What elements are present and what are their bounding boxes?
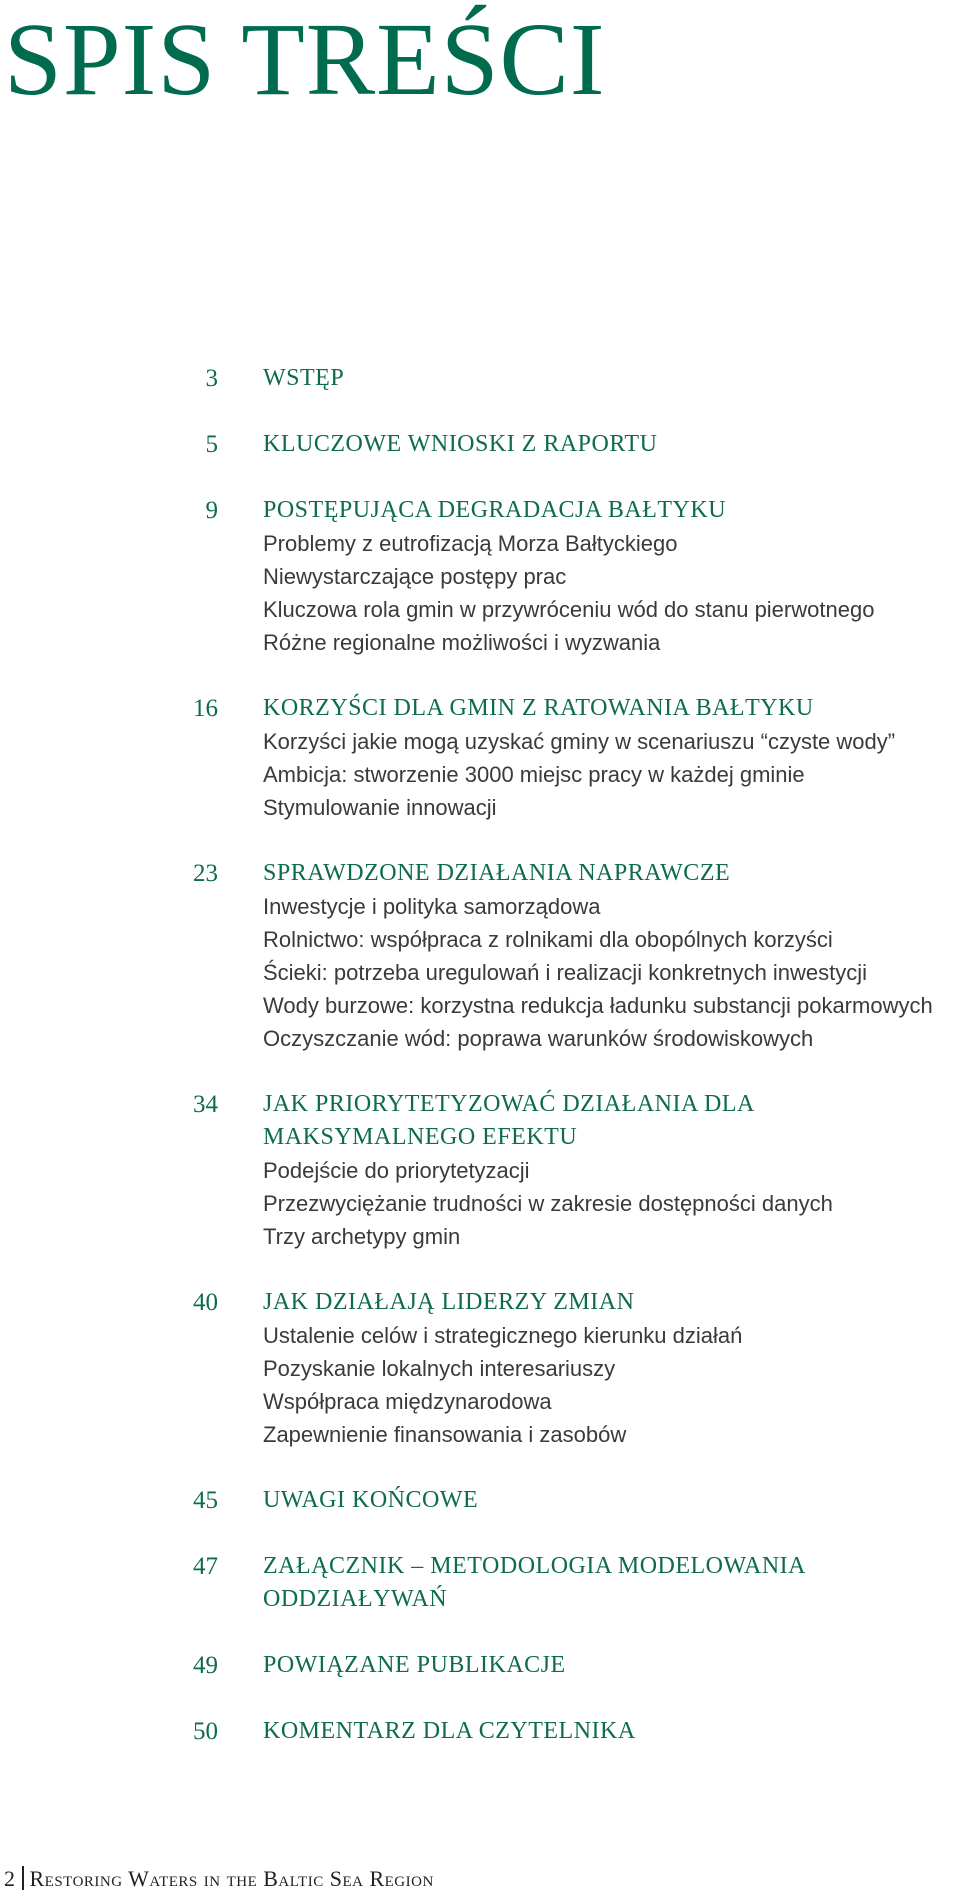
toc-heading[interactable]: UWAGI KOŃCOWE xyxy=(263,1487,479,1513)
toc-page-number: 47 xyxy=(193,1553,218,1580)
toc-subitem[interactable]: Ambicja: stworzenie 3000 miejsc pracy w każdej gminie xyxy=(263,762,805,787)
toc-heading[interactable]: KORZYŚCI DLA GMIN Z RATOWANIA BAŁTYKU xyxy=(263,695,814,721)
toc-section xyxy=(0,1484,960,1517)
footer-divider xyxy=(22,1866,24,1890)
toc-subitem[interactable]: Wody burzowe: korzystna redukcja ładunku substancji pokarmowych xyxy=(263,993,933,1018)
footer-page-number: 2 xyxy=(4,1866,16,1891)
toc-page-number: 49 xyxy=(193,1652,218,1679)
toc-section-content xyxy=(263,362,953,395)
toc-subitem[interactable]: Oczyszczanie wód: poprawa warunków środowiskowych xyxy=(263,1026,814,1051)
toc-page-number: 5 xyxy=(205,431,218,458)
toc-subitem[interactable]: Przezwyciężanie trudności w zakresie dostępności danych xyxy=(263,1191,833,1216)
toc-heading[interactable]: WSTĘP xyxy=(263,365,345,391)
toc-subitem[interactable]: Korzyści jakie mogą uzyskać gminy w scenariuszu “czyste wody” xyxy=(263,729,896,754)
toc-subitem[interactable]: Współpraca międzynarodowa xyxy=(263,1389,552,1414)
toc-section xyxy=(0,857,960,1055)
toc-page-number: 50 xyxy=(193,1718,218,1745)
toc-heading[interactable]: ZAŁĄCZNIK – METODOLOGIA MODELOWANIA ODDZIAŁYWAŃ xyxy=(263,1553,805,1612)
toc-page-number: 9 xyxy=(205,497,218,524)
toc-section xyxy=(0,692,960,824)
toc-section-content xyxy=(263,1649,953,1682)
toc-subitem[interactable]: Pozyskanie lokalnych interesariuszy xyxy=(263,1356,616,1381)
toc-section-content xyxy=(263,1550,953,1616)
toc-page-number: 45 xyxy=(193,1487,218,1514)
toc-subitem[interactable]: Ścieki: potrzeba uregulowań i realizacji konkretnych inwestycji xyxy=(263,960,868,985)
toc-section xyxy=(0,1088,960,1253)
toc-page-number: 23 xyxy=(193,860,218,887)
toc-subitem[interactable]: Trzy archetypy gmin xyxy=(263,1224,461,1249)
toc-heading[interactable]: POWIĄZANE PUBLIKACJE xyxy=(263,1652,566,1678)
toc-section-content xyxy=(263,1286,953,1451)
toc-heading[interactable]: JAK DZIAŁAJĄ LIDERZY ZMIAN xyxy=(263,1289,635,1315)
toc-subitem[interactable]: Różne regionalne możliwości i wyzwania xyxy=(263,630,661,655)
page-title: SPIS TREŚCI xyxy=(4,2,606,117)
toc-heading[interactable]: POSTĘPUJĄCA DEGRADACJA BAŁTYKU xyxy=(263,497,727,523)
toc-section xyxy=(0,494,960,659)
toc-subitem[interactable]: Stymulowanie innowacji xyxy=(263,795,497,820)
toc-section-content xyxy=(263,428,953,461)
toc-section xyxy=(0,428,960,461)
toc-heading[interactable]: KOMENTARZ DLA CZYTELNIKA xyxy=(263,1718,636,1744)
toc-subitem[interactable]: Zapewnienie finansowania i zasobów xyxy=(263,1422,627,1447)
toc-section-content xyxy=(263,1715,953,1748)
toc-subitem[interactable]: Niewystarczające postępy prac xyxy=(263,564,567,589)
toc-subitem[interactable]: Podejście do priorytetyzacji xyxy=(263,1158,530,1183)
toc-subitem[interactable]: Inwestycje i polityka samorządowa xyxy=(263,894,601,919)
toc-subitem[interactable]: Problemy z eutrofizacją Morza Bałtyckiego xyxy=(263,531,678,556)
toc-section xyxy=(0,1286,960,1451)
toc-page-number: 3 xyxy=(205,365,218,392)
toc-heading[interactable]: JAK PRIORYTETYZOWAĆ DZIAŁANIA DLA MAKSYMALNEGO EFEKTU xyxy=(263,1091,754,1150)
toc-section xyxy=(0,1715,960,1748)
toc-page-number: 40 xyxy=(193,1289,218,1316)
table-of-contents xyxy=(0,362,960,1781)
toc-heading[interactable]: KLUCZOWE WNIOSKI Z RAPORTU xyxy=(263,431,658,457)
toc-section xyxy=(0,1550,960,1616)
toc-page-number: 16 xyxy=(193,695,218,722)
toc-section-content xyxy=(263,1088,953,1253)
toc-section-content xyxy=(263,494,953,659)
toc-page-number: 34 xyxy=(193,1091,218,1118)
footer-publication-title: Restoring Waters in the Baltic Sea Region xyxy=(29,1866,434,1891)
page-footer xyxy=(4,1866,434,1892)
toc-section-content xyxy=(263,692,953,824)
toc-section-content xyxy=(263,857,953,1055)
toc-section-content xyxy=(263,1484,953,1517)
toc-subitem[interactable]: Rolnictwo: współpraca z rolnikami dla obopólnych korzyści xyxy=(263,927,833,952)
toc-section xyxy=(0,1649,960,1682)
toc-section xyxy=(0,362,960,395)
toc-subitem[interactable]: Kluczowa rola gmin w przywróceniu wód do stanu pierwotnego xyxy=(263,597,875,622)
toc-subitem[interactable]: Ustalenie celów i strategicznego kierunku działań xyxy=(263,1323,743,1348)
toc-heading[interactable]: SPRAWDZONE DZIAŁANIA NAPRAWCZE xyxy=(263,860,731,886)
